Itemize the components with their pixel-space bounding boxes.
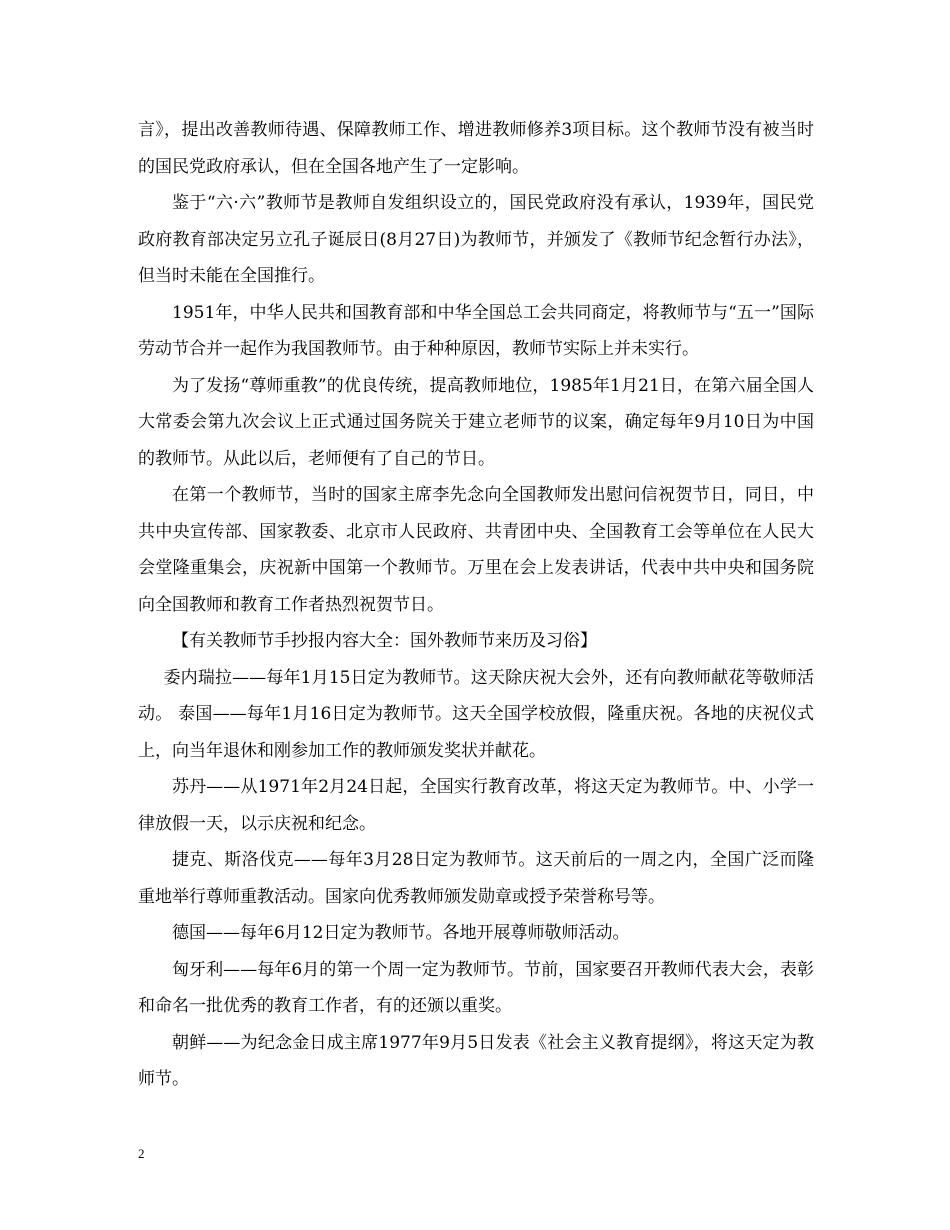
paragraph-north-korea: 朝鲜——为纪念金日成主席1977年9月5日发表《社会主义教育提纲》，将这天定为教师节。 xyxy=(138,1032,814,1089)
page-number: 2 xyxy=(138,1146,145,1161)
paragraph-declaration-continued: 言》，提出改善教师待遇、保障教师工作、增进教师修养3项目标。这个教师节没有被当时的国民党政府承认，但在全国各地产生了一定影响。 xyxy=(138,120,814,177)
paragraph-1939-teachers-day: 鉴于“六·六”教师节是教师自发组织设立的，国民党政府没有承认，1939年，国民党政府教育部决定另立孔子诞辰日(8月27日)为教师节，并颁发了《教师节纪念暂行办法》，但当时未能在全国推行。 xyxy=(138,193,814,286)
paragraph-1985-teachers-day: 为了发扬“尊师重教”的优良传统，提高教师地位，1985年1月21日，在第六届全国人大常委会第九次会议上正式通过国务院关于建立老师节的议案，确定每年9月10日为中国的教师节。从此以后，老师便有了自己的节日。 xyxy=(138,375,814,469)
section-heading-foreign-teachers-day: 【有关教师节手抄报内容大全：国外教师节来历及习俗】 xyxy=(172,631,597,651)
document-page xyxy=(138,112,814,1098)
paragraph-czech-slovakia: 捷克、斯洛伐克——每年3月28日定为教师节。这天前后的一周之内，全国广泛而隆重地举行尊师重教活动。国家向优秀教师颁发勋章或授予荣誉称号等。 xyxy=(138,850,814,907)
paragraph-first-teachers-day: 在第一个教师节，当时的国家主席李先念向全国教师发出慰问信祝贺节日，同日，中共中央宣传部、国家教委、北京市人民政府、共青团中央、全国教育工会等单位在人民大会堂隆重集会，庆祝新中国第一个教师节。万里在会上发表讲话，代表中共中央和国务院向全国教师和教育工作者热烈祝贺节日。 xyxy=(138,485,814,615)
paragraph-venezuela-thailand: 委内瑞拉——每年1月15日定为教师节。这天除庆祝大会外，还有向教师献花等敬师活动。 泰国——每年1月16日定为教师节。这天全国学校放假，隆重庆祝。各地的庆祝仪式上，向当年退休和刚参加工作的教师颁发奖状并献花。 xyxy=(138,667,814,761)
paragraph-germany: 德国——每年6月12日定为教师节。各地开展尊师敬师活动。 xyxy=(172,923,630,943)
paragraph-sudan: 苏丹——从1971年2月24日起，全国实行教育改革，将这天定为教师节。中、小学一律放假一天，以示庆祝和纪念。 xyxy=(138,777,814,834)
paragraph-hungary: 匈牙利——每年6月的第一个周一定为教师节。节前，国家要召开教师代表大会，表彰和命名一批优秀的教育工作者，有的还颁以重奖。 xyxy=(138,959,814,1016)
paragraph-1951-teachers-day: 1951年，中华人民共和国教育部和中华全国总工会共同商定，将教师节与“五一”国际劳动节合并一起作为我国教师节。由于种种原因，教师节实际上并未实行。 xyxy=(138,302,814,359)
